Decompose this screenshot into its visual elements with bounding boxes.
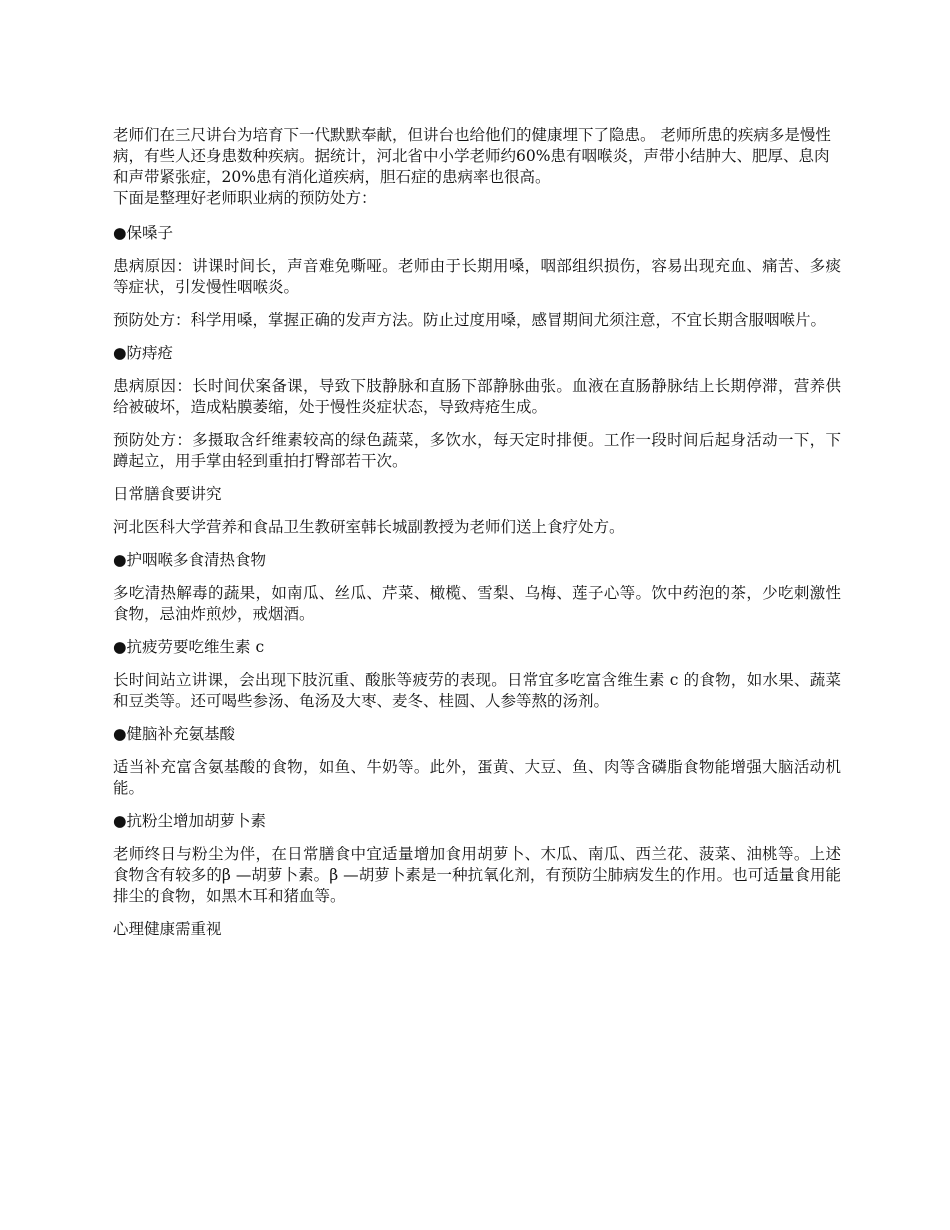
paragraph-throat-prevention: 预防处方：科学用嗓，掌握正确的发声方法。防止过度用嗓，感冒期间尤须注意，不宜长期含服咽喉片。 [113,311,827,329]
paragraph-brain: 适当补充富含氨基酸的食物，如鱼、牛奶等。此外，蛋黄、大豆、鱼、肉等含磷脂食物能增强大脑活动机能。 [113,758,841,797]
intro [113,125,841,209]
section-heading-throat-food: ●护咽喉多食清热食物 [113,551,267,569]
section-heading-diet: 日常膳食要讲究 [113,485,222,503]
section-heading-fatigue: ●抗疲劳要吃维生素 c [113,638,265,656]
paragraph-hemorrhoids-cause: 患病原因：长时间伏案备课，导致下肢静脉和直肠下部静脉曲张。血液在直肠静脉结上长期停滞，营养供给被破坏，造成粘膜萎缩，处于慢性炎症状态，导致痔疮生成。 [113,377,841,416]
paragraph-fatigue: 长时间站立讲课，会出现下肢沉重、酸胀等疲劳的表现。日常宜多吃富含维生素 c 的食物，如水果、蔬菜和豆类等。还可喝些参汤、龟汤及大枣、麦冬、桂圆、人参等熬的汤剂。 [113,671,841,710]
paragraph-dust: 老师终日与粉尘为伴，在日常膳食中宜适量增加食用胡萝卜、木瓜、南瓜、西兰花、菠菜、油桃等。上述食物含有较多的β —胡萝卜素。β —胡萝卜素是一种抗氧化剂，有预防尘肺病发生的作用。也可适量食用能排尘的食物，如黑木耳和猪血等。 [113,845,841,905]
section-heading-dust: ●抗粉尘增加胡萝卜素 [113,812,267,830]
section-heading-mental: 心理健康需重视 [113,920,222,938]
intro-lead: 下面是整理好老师职业病的预防处方： [113,189,377,207]
section-heading-hemorrhoids: ●防痔疮 [113,344,174,362]
paragraph-throat-cause: 患病原因：讲课时间长，声音难免嘶哑。老师由于长期用嗓，咽部组织损伤，容易出现充血、痛苦、多痰等症状，引发慢性咽喉炎。 [113,257,841,296]
paragraph-diet-intro: 河北医科大学营养和食品卫生教研室韩长城副教授为老师们送上食疗处方。 [113,518,625,536]
paragraph-hemorrhoids-prevention: 预防处方：多摄取含纤维素较高的绿色蔬菜，多饮水，每天定时排便。工作一段时间后起身活动一下，下蹲起立，用手掌由轻到重拍打臀部若干次。 [113,431,841,470]
intro-paragraph: 老师们在三尺讲台为培育下一代默默奉献，但讲台也给他们的健康埋下了隐患。 老师所患的疾病多是慢性病，有些人还身患数种疾病。据统计，河北省中小学老师约60%患有咽喉炎，声带小结肿大、肥厚、息肉和声带紧张症，20%患有消化道疾病，胆石症的患病率也很高。 [113,126,831,186]
document-page [113,125,841,952]
section-heading-brain: ●健脑补充氨基酸 [113,725,236,743]
section-heading-throat: ●保嗓子 [113,224,174,242]
paragraph-throat-food: 多吃清热解毒的蔬果，如南瓜、丝瓜、芹菜、橄榄、雪梨、乌梅、莲子心等。饮中药泡的茶，少吃刺激性食物，忌油炸煎炒，戒烟酒。 [113,584,841,623]
